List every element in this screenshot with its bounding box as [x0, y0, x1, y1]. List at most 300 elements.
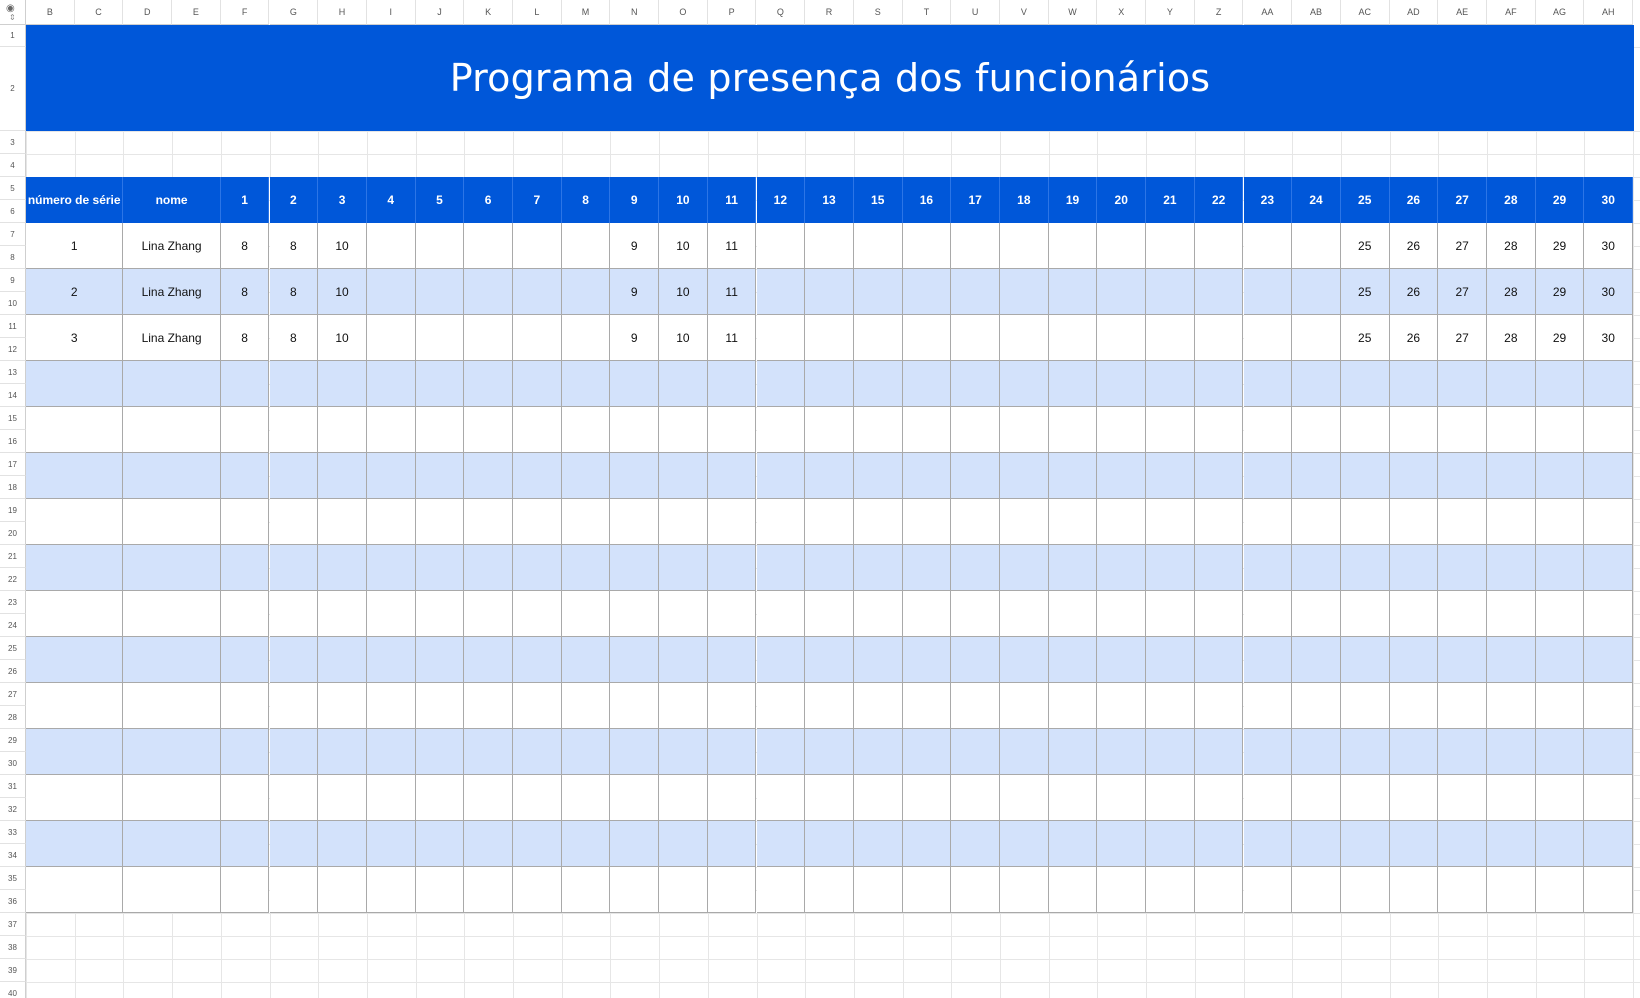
day-cell[interactable]: 8 [221, 315, 270, 361]
day-cell[interactable] [805, 729, 854, 775]
header-day[interactable]: 12 [757, 177, 806, 223]
day-cell[interactable] [318, 683, 367, 729]
day-cell[interactable] [951, 315, 1000, 361]
day-cell[interactable] [757, 683, 806, 729]
day-cell[interactable] [1146, 361, 1195, 407]
day-cell[interactable] [1341, 867, 1390, 913]
day-cell[interactable] [805, 407, 854, 453]
day-cell[interactable] [1195, 223, 1244, 269]
day-cell[interactable] [1049, 453, 1098, 499]
day-cell[interactable] [1487, 499, 1536, 545]
day-cell[interactable] [1390, 729, 1439, 775]
day-cell[interactable] [1584, 591, 1633, 637]
day-cell[interactable] [270, 821, 319, 867]
day-cell[interactable] [1292, 269, 1341, 315]
column-header[interactable]: C [75, 0, 124, 25]
day-cell[interactable] [805, 545, 854, 591]
name-cell[interactable] [123, 683, 220, 729]
day-cell[interactable] [1195, 591, 1244, 637]
day-cell[interactable] [1097, 223, 1146, 269]
day-cell[interactable] [1244, 637, 1293, 683]
day-cell[interactable]: 10 [659, 315, 708, 361]
column-header[interactable]: AH [1584, 0, 1633, 25]
day-cell[interactable] [1536, 683, 1585, 729]
day-cell[interactable] [854, 315, 903, 361]
column-header[interactable]: AA [1244, 0, 1293, 25]
header-day[interactable]: 25 [1341, 177, 1390, 223]
row-header[interactable]: 31 [0, 775, 26, 798]
day-cell[interactable] [416, 637, 465, 683]
day-cell[interactable] [513, 821, 562, 867]
day-cell[interactable] [1000, 637, 1049, 683]
day-cell[interactable] [903, 821, 952, 867]
day-cell[interactable] [1438, 453, 1487, 499]
day-cell[interactable] [1487, 683, 1536, 729]
name-cell[interactable] [123, 499, 220, 545]
day-cell[interactable] [464, 591, 513, 637]
day-cell[interactable] [464, 775, 513, 821]
day-cell[interactable] [562, 361, 611, 407]
day-cell[interactable]: 30 [1584, 223, 1633, 269]
row-header[interactable]: 32 [0, 798, 26, 821]
day-cell[interactable] [1341, 775, 1390, 821]
day-cell[interactable]: 29 [1536, 223, 1585, 269]
day-cell[interactable] [1146, 729, 1195, 775]
day-cell[interactable] [1584, 407, 1633, 453]
row-header[interactable]: 29 [0, 729, 26, 752]
day-cell[interactable] [1097, 407, 1146, 453]
day-cell[interactable]: 25 [1341, 269, 1390, 315]
column-header[interactable]: AB [1292, 0, 1341, 25]
day-cell[interactable] [562, 499, 611, 545]
day-cell[interactable] [221, 683, 270, 729]
day-cell[interactable] [1341, 499, 1390, 545]
day-cell[interactable] [805, 499, 854, 545]
serial-number-cell[interactable] [26, 637, 123, 683]
day-cell[interactable] [951, 821, 1000, 867]
day-cell[interactable]: 9 [610, 223, 659, 269]
day-cell[interactable]: 27 [1438, 315, 1487, 361]
day-cell[interactable] [1097, 361, 1146, 407]
day-cell[interactable] [805, 315, 854, 361]
day-cell[interactable] [610, 591, 659, 637]
day-cell[interactable] [1536, 361, 1585, 407]
day-cell[interactable] [903, 591, 952, 637]
day-cell[interactable] [221, 499, 270, 545]
day-cell[interactable] [318, 499, 367, 545]
day-cell[interactable] [1097, 499, 1146, 545]
day-cell[interactable] [610, 407, 659, 453]
day-cell[interactable] [270, 499, 319, 545]
day-cell[interactable] [951, 545, 1000, 591]
day-cell[interactable] [757, 361, 806, 407]
column-header[interactable]: B [26, 0, 75, 25]
row-header[interactable]: 33 [0, 821, 26, 844]
day-cell[interactable] [1146, 637, 1195, 683]
day-cell[interactable] [951, 775, 1000, 821]
day-cell[interactable] [221, 591, 270, 637]
day-cell[interactable] [1536, 821, 1585, 867]
day-cell[interactable] [1536, 453, 1585, 499]
day-cell[interactable] [1244, 499, 1293, 545]
day-cell[interactable] [903, 361, 952, 407]
day-cell[interactable]: 8 [270, 315, 319, 361]
column-header[interactable]: AG [1536, 0, 1585, 25]
day-cell[interactable] [854, 499, 903, 545]
column-header[interactable]: AD [1390, 0, 1439, 25]
name-cell[interactable] [123, 637, 220, 683]
serial-number-cell[interactable]: 3 [26, 315, 123, 361]
day-cell[interactable] [1292, 315, 1341, 361]
name-cell[interactable] [123, 729, 220, 775]
day-cell[interactable] [805, 775, 854, 821]
day-cell[interactable] [1584, 821, 1633, 867]
day-cell[interactable]: 30 [1584, 269, 1633, 315]
day-cell[interactable] [1195, 499, 1244, 545]
day-cell[interactable] [416, 683, 465, 729]
column-header[interactable]: F [221, 0, 270, 25]
row-header[interactable]: 20 [0, 522, 26, 545]
day-cell[interactable] [1292, 591, 1341, 637]
row-header[interactable]: 30 [0, 752, 26, 775]
day-cell[interactable]: 9 [610, 315, 659, 361]
serial-number-cell[interactable] [26, 453, 123, 499]
day-cell[interactable] [1584, 453, 1633, 499]
day-cell[interactable] [1292, 821, 1341, 867]
day-cell[interactable] [610, 867, 659, 913]
day-cell[interactable] [1244, 775, 1293, 821]
day-cell[interactable] [464, 269, 513, 315]
day-cell[interactable] [1536, 407, 1585, 453]
row-header[interactable]: 4 [0, 154, 26, 177]
day-cell[interactable] [416, 821, 465, 867]
row-header[interactable]: 40 [0, 982, 26, 998]
column-header[interactable]: T [903, 0, 952, 25]
day-cell[interactable]: 11 [708, 223, 757, 269]
day-cell[interactable] [1292, 361, 1341, 407]
row-header[interactable]: 22 [0, 568, 26, 591]
day-cell[interactable]: 8 [270, 223, 319, 269]
day-cell[interactable] [757, 223, 806, 269]
header-day[interactable]: 20 [1097, 177, 1146, 223]
day-cell[interactable] [1292, 545, 1341, 591]
day-cell[interactable] [1584, 637, 1633, 683]
day-cell[interactable] [708, 453, 757, 499]
column-header[interactable]: W [1049, 0, 1098, 25]
day-cell[interactable] [318, 591, 367, 637]
header-day[interactable]: 9 [610, 177, 659, 223]
row-header[interactable]: 8 [0, 246, 26, 269]
header-day[interactable]: 19 [1049, 177, 1098, 223]
day-cell[interactable] [1487, 545, 1536, 591]
day-cell[interactable] [610, 453, 659, 499]
row-header[interactable]: 39 [0, 959, 26, 982]
day-cell[interactable] [1292, 223, 1341, 269]
day-cell[interactable] [1390, 591, 1439, 637]
day-cell[interactable] [1292, 683, 1341, 729]
day-cell[interactable] [1097, 683, 1146, 729]
day-cell[interactable] [1195, 775, 1244, 821]
day-cell[interactable] [1097, 867, 1146, 913]
day-cell[interactable] [854, 637, 903, 683]
day-cell[interactable] [1487, 775, 1536, 821]
day-cell[interactable] [659, 453, 708, 499]
day-cell[interactable] [562, 223, 611, 269]
row-header[interactable]: 3 [0, 131, 26, 154]
serial-number-cell[interactable]: 1 [26, 223, 123, 269]
day-cell[interactable] [1390, 499, 1439, 545]
day-cell[interactable] [1195, 683, 1244, 729]
day-cell[interactable] [708, 683, 757, 729]
day-cell[interactable] [562, 729, 611, 775]
header-day[interactable]: 3 [318, 177, 367, 223]
day-cell[interactable] [221, 361, 270, 407]
day-cell[interactable] [562, 407, 611, 453]
day-cell[interactable] [1487, 407, 1536, 453]
day-cell[interactable] [854, 545, 903, 591]
header-day[interactable]: 21 [1146, 177, 1195, 223]
day-cell[interactable] [805, 453, 854, 499]
day-cell[interactable] [659, 361, 708, 407]
day-cell[interactable] [1049, 775, 1098, 821]
day-cell[interactable] [757, 821, 806, 867]
header-name[interactable]: nome [123, 177, 220, 223]
day-cell[interactable] [1536, 867, 1585, 913]
row-header[interactable]: 6 [0, 200, 26, 223]
day-cell[interactable] [659, 775, 708, 821]
row-header[interactable]: 36 [0, 890, 26, 913]
day-cell[interactable] [1292, 729, 1341, 775]
row-header[interactable]: 15 [0, 407, 26, 430]
day-cell[interactable] [1097, 821, 1146, 867]
column-header[interactable]: Y [1146, 0, 1195, 25]
header-day[interactable]: 15 [854, 177, 903, 223]
day-cell[interactable] [854, 683, 903, 729]
sheet-title-banner[interactable] [26, 25, 1634, 131]
day-cell[interactable] [1292, 499, 1341, 545]
day-cell[interactable] [562, 315, 611, 361]
day-cell[interactable] [659, 407, 708, 453]
day-cell[interactable] [1000, 683, 1049, 729]
day-cell[interactable] [1146, 315, 1195, 361]
day-cell[interactable] [1584, 545, 1633, 591]
day-cell[interactable] [464, 499, 513, 545]
day-cell[interactable] [367, 591, 416, 637]
day-cell[interactable] [1049, 499, 1098, 545]
column-header[interactable]: J [416, 0, 465, 25]
day-cell[interactable] [1438, 545, 1487, 591]
column-header[interactable]: L [513, 0, 562, 25]
day-cell[interactable] [1244, 223, 1293, 269]
name-cell[interactable]: Lina Zhang [123, 315, 220, 361]
day-cell[interactable] [1195, 361, 1244, 407]
day-cell[interactable] [1195, 453, 1244, 499]
serial-number-cell[interactable] [26, 821, 123, 867]
day-cell[interactable] [1049, 591, 1098, 637]
day-cell[interactable] [805, 591, 854, 637]
day-cell[interactable] [1341, 821, 1390, 867]
day-cell[interactable] [757, 453, 806, 499]
day-cell[interactable] [1244, 269, 1293, 315]
column-header[interactable]: M [562, 0, 611, 25]
day-cell[interactable] [1097, 315, 1146, 361]
row-header[interactable]: 11 [0, 315, 26, 338]
day-cell[interactable] [1244, 361, 1293, 407]
column-header[interactable]: N [610, 0, 659, 25]
row-header[interactable]: 37 [0, 913, 26, 936]
day-cell[interactable] [367, 683, 416, 729]
day-cell[interactable] [1049, 637, 1098, 683]
day-cell[interactable] [708, 361, 757, 407]
day-cell[interactable] [464, 637, 513, 683]
day-cell[interactable] [318, 545, 367, 591]
row-header[interactable]: 24 [0, 614, 26, 637]
day-cell[interactable] [367, 223, 416, 269]
day-cell[interactable] [1292, 867, 1341, 913]
header-day[interactable]: 30 [1584, 177, 1633, 223]
serial-number-cell[interactable] [26, 545, 123, 591]
day-cell[interactable] [1244, 453, 1293, 499]
day-cell[interactable] [757, 269, 806, 315]
day-cell[interactable] [318, 867, 367, 913]
day-cell[interactable] [854, 867, 903, 913]
day-cell[interactable] [1146, 821, 1195, 867]
day-cell[interactable] [367, 729, 416, 775]
day-cell[interactable] [318, 729, 367, 775]
day-cell[interactable] [1000, 361, 1049, 407]
day-cell[interactable] [1341, 361, 1390, 407]
row-header[interactable]: 9 [0, 269, 26, 292]
day-cell[interactable] [221, 453, 270, 499]
day-cell[interactable] [1244, 591, 1293, 637]
day-cell[interactable] [270, 867, 319, 913]
column-header[interactable]: Q [757, 0, 806, 25]
day-cell[interactable] [318, 775, 367, 821]
day-cell[interactable]: 28 [1487, 315, 1536, 361]
day-cell[interactable]: 10 [659, 223, 708, 269]
day-cell[interactable] [513, 545, 562, 591]
day-cell[interactable] [513, 729, 562, 775]
day-cell[interactable] [951, 499, 1000, 545]
day-cell[interactable] [1536, 591, 1585, 637]
day-cell[interactable] [610, 821, 659, 867]
serial-number-cell[interactable] [26, 499, 123, 545]
day-cell[interactable] [1487, 361, 1536, 407]
day-cell[interactable]: 26 [1390, 315, 1439, 361]
day-cell[interactable] [562, 453, 611, 499]
day-cell[interactable] [1438, 867, 1487, 913]
day-cell[interactable] [318, 407, 367, 453]
name-cell[interactable] [123, 775, 220, 821]
header-day[interactable]: 23 [1244, 177, 1293, 223]
day-cell[interactable]: 11 [708, 315, 757, 361]
day-cell[interactable] [367, 821, 416, 867]
day-cell[interactable] [367, 453, 416, 499]
day-cell[interactable] [1487, 453, 1536, 499]
day-cell[interactable] [757, 591, 806, 637]
serial-number-cell[interactable] [26, 729, 123, 775]
day-cell[interactable] [464, 545, 513, 591]
day-cell[interactable] [1244, 545, 1293, 591]
name-cell[interactable] [123, 453, 220, 499]
day-cell[interactable] [951, 729, 1000, 775]
day-cell[interactable] [1049, 683, 1098, 729]
day-cell[interactable] [610, 729, 659, 775]
day-cell[interactable] [1584, 361, 1633, 407]
day-cell[interactable] [757, 775, 806, 821]
day-cell[interactable] [1390, 407, 1439, 453]
day-cell[interactable] [903, 545, 952, 591]
day-cell[interactable] [1049, 545, 1098, 591]
day-cell[interactable] [1000, 407, 1049, 453]
day-cell[interactable] [1390, 775, 1439, 821]
row-header[interactable]: 28 [0, 706, 26, 729]
day-cell[interactable] [854, 591, 903, 637]
day-cell[interactable] [903, 499, 952, 545]
header-day[interactable]: 8 [562, 177, 611, 223]
day-cell[interactable] [854, 361, 903, 407]
row-header[interactable]: 27 [0, 683, 26, 706]
header-day[interactable]: 7 [513, 177, 562, 223]
column-header[interactable]: AE [1438, 0, 1487, 25]
day-cell[interactable] [1341, 729, 1390, 775]
day-cell[interactable] [659, 683, 708, 729]
row-header[interactable]: 14 [0, 384, 26, 407]
day-cell[interactable] [1341, 453, 1390, 499]
day-cell[interactable] [1195, 269, 1244, 315]
day-cell[interactable] [1536, 545, 1585, 591]
row-header[interactable]: 12 [0, 338, 26, 361]
day-cell[interactable] [610, 637, 659, 683]
day-cell[interactable] [562, 269, 611, 315]
serial-number-cell[interactable] [26, 867, 123, 913]
row-header[interactable]: 7 [0, 223, 26, 246]
day-cell[interactable] [1049, 315, 1098, 361]
day-cell[interactable] [805, 867, 854, 913]
day-cell[interactable] [221, 407, 270, 453]
day-cell[interactable] [562, 637, 611, 683]
day-cell[interactable] [1390, 361, 1439, 407]
day-cell[interactable] [610, 775, 659, 821]
day-cell[interactable] [757, 867, 806, 913]
day-cell[interactable] [270, 683, 319, 729]
day-cell[interactable] [1195, 407, 1244, 453]
day-cell[interactable] [805, 361, 854, 407]
day-cell[interactable] [562, 591, 611, 637]
day-cell[interactable] [318, 361, 367, 407]
day-cell[interactable] [903, 269, 952, 315]
column-header[interactable]: I [367, 0, 416, 25]
day-cell[interactable] [1097, 591, 1146, 637]
day-cell[interactable]: 8 [221, 269, 270, 315]
day-cell[interactable] [951, 269, 1000, 315]
day-cell[interactable] [1000, 545, 1049, 591]
day-cell[interactable] [951, 453, 1000, 499]
day-cell[interactable]: 25 [1341, 315, 1390, 361]
day-cell[interactable] [416, 775, 465, 821]
day-cell[interactable] [513, 453, 562, 499]
column-header[interactable]: K [464, 0, 513, 25]
day-cell[interactable] [659, 591, 708, 637]
day-cell[interactable] [1438, 729, 1487, 775]
day-cell[interactable] [854, 223, 903, 269]
day-cell[interactable] [416, 453, 465, 499]
day-cell[interactable] [1487, 729, 1536, 775]
day-cell[interactable] [1000, 499, 1049, 545]
day-cell[interactable] [659, 867, 708, 913]
day-cell[interactable] [270, 637, 319, 683]
day-cell[interactable] [1292, 775, 1341, 821]
